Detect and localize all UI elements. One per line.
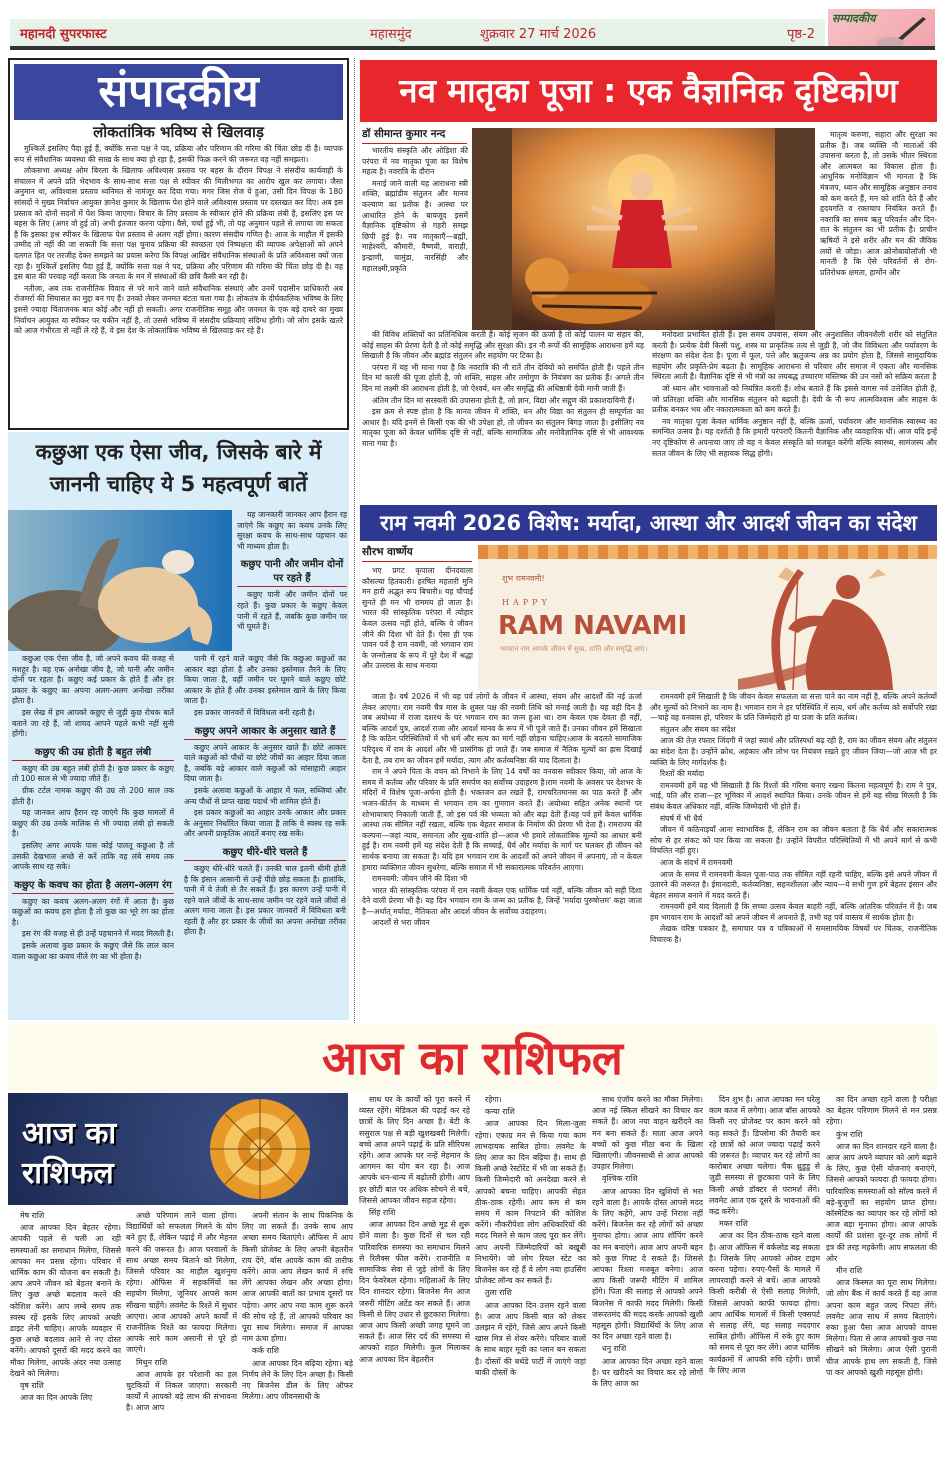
author-name: सौरभ वार्ष्णेय [362, 545, 472, 562]
subheading: कुंभ राशि [836, 1129, 863, 1139]
subheading: धनु राशि [602, 1344, 627, 1354]
rashifal-image-text: आज का [22, 1116, 117, 1151]
subheading: कन्या राशि [485, 1107, 515, 1117]
subheading: तुला राशि [485, 1288, 512, 1298]
ram-navami-greeting-image [478, 545, 937, 690]
column-separator [354, 58, 355, 1023]
subheading: वृष राशि [20, 1381, 44, 1391]
paragraph: आज की तेज़ रफ्तार जिंदगी में जहां स्वार्थ और प्रतिस्पर्धा बढ़ रही है, राम का जीवन संयम और संतुलन का संदेश देता है। उन्होंने क्रोध, अहंकार और लोभ पर नियंत्रण रखते हुए जीवन जिया—जो आज भी हर व्यक्ति के लिए मार्गदर्शक है। [650, 736, 937, 767]
happy-text: HAPPY [502, 598, 551, 607]
subheading: रिश्तों की मर्यादा [660, 769, 705, 779]
paper-name: महानदी सुपरफास्ट [20, 27, 107, 42]
turtle-headline: कछुआ एक ऐसा जीव, जिसके बारे में जाननी चाहिए ये 5 महत्वपूर्ण बातें [35, 440, 322, 496]
paragraph: की विविध शक्तियों का प्रतिनिधित्व करती हैं। कोई सृजन की ऊर्जा है तो कोई पालन या संहार की, कोई साहस की प्रेरणा देती है तो कोई समृद्धि और सुरक्षा की। इन नौ रूपों की सामूहिक आराधना हमें यह सिखाती है कि जीवन और ब्रह्मांड संतुलन और सहयोग पर टिका है। [362, 330, 644, 361]
paragraph: साथ घर के कार्यों को पूरा करने में व्यस्त रहेंगे। मेडिकल की पढ़ाई कर रहे छात्रों के लिए दिन अच्छा है। बेटी के ससुराल पक्ष से बड़ी खुशखबरी मिलेगी। बच्चे आज अपने पढ़ाई के प्रति सीरियस रहेंगे। आज आपके घर नन्हें मेहमान के आगमन का योग बन रहा है। आज आपके धन-धान्य में बढ़ोतरी होगी। आप हर छोटी बात पर अधिक सोचने से बचें, जिससे आपका जीवन सहज रहेगा। [359, 1095, 470, 1205]
paragraph: यह जानकर आप हैरान रह जाएंगे कि कुछ मामलों में कछुए की उम्र उनके मालिक से भी ज्यादा लंबी हो सकती है। [12, 808, 174, 839]
paragraph: साथ एंजॉय करने का मौका मिलेगा। आज नई स्किल सीखने का विचार कर सकते हैं। आज नया वाहन खरीदने का मन बना सकते हैं। माता आज अपने बच्चों को कुछ मीठा बना के खिला खिलाएंगी। जीवनसाथी से आज आपको उपहार मिलेगा। [592, 1095, 703, 1172]
section-logo-text: सम्पादकीय [832, 12, 876, 25]
turtle-subheading: कछुए के कवच का होता है अलग-अलग रंग [12, 877, 174, 894]
text-block [12, 764, 174, 873]
ramnavami-right-text [650, 692, 937, 1020]
masthead-bar [10, 19, 825, 46]
ramnavami-byline [362, 545, 472, 562]
turtle-subheading: कछुए धीरे-धीरे चलते हैं [184, 844, 346, 861]
paragraph: रामनवमी हमें सिखाती है कि जीवन केवल सफलता या सत्ता पाने का नाम नहीं है, बल्कि अपने कर्तव्यों और मूल्यों को निभाने का नाम है। भगवान राम ने हर परिस्थिति में सत्य, धर्म और कर्तव्य को सर्वोपरि रखा—चाहे वह वनवास हो, परिवार के प्रति जिम्मेदारी हो या प्रजा के प्रति कर्तव्य। [650, 692, 937, 723]
paragraph: इस रंग की वजह से ही उन्हें पहचानने में मदद मिलती है। [22, 929, 174, 939]
paragraph: अच्छे परिणाम लाने वाला होगा। विद्यार्थियों को सफलता मिलने के योग बने हुए हैं, लेकिन पढ़ाई में और मेहनत करने की जरूरत है। आज घरवालों के साथ अच्छा समय बिताने को मिलेगा, जिससे परिवार का माहौल खुशनुमा रहेगा। ऑफिस में सहकर्मियों का सहयोग मिलेगा, जूनियर आपसे काम सीखना चाहेंगे। लवमेट के रिश्ते में सुधार आएगा। आज आपको अपने कार्यों में राजनीतिक रिश्ते का फायदा मिलेगा। आपके सारे काम असानी से पूरे हो जाएंगे। [126, 1211, 237, 1355]
paragraph: आज आपका दिन खुशियों से भरा रहने वाला है। आपके दोस्त आपसे मदद के लिए कहेंगे, आप उन्हें निराश नहीं करेंगे। बिजनेस कर रहे लोगों को अच्छा मुनाफा होगा। आज आप शॉपिंग करने का मन बनाएंगे। आज आप अपनी बहन को कुछ गिफ्ट दे सकते हैं। जिससे आपका रिश्ता मजबूत बनेगा। आज आप किसी जरूरी मीटिंग में शामिल होंगे। पिता की सलाह से आपको अपने बिजनेस में काफी मदद मिलेगी। किसी जरूरतमंद की मदद करके आपको खुशी महसूस होगी। विद्यार्थियों के लिए आज का दिन अच्छा रहने वाला है। [592, 1186, 703, 1342]
text-block [237, 590, 347, 632]
matrika-right-text [820, 130, 937, 332]
paragraph: कछुए पानी और जमीन दोनों पर रहते हैं। कुछ प्रकार के कछुए केवल पानी में रहते हैं, जबकि कुछ जमीन पर भी घूमते हैं। [237, 590, 347, 632]
paragraph: आज आपका दिन अच्छा रहने वाला है। घर खरीदने का विचार कर रहे लोगों के लिए आज का [592, 1356, 703, 1389]
rashifal-column [126, 1210, 237, 1458]
matrika-byline [362, 127, 467, 144]
paragraph: इसलिए अगर आपके पास कोई पालतू कछुआ है तो उसकी देखभाल अच्छे से करें ताकि वह लंबे समय तक आपके साथ रह सके। [12, 840, 174, 872]
turtle-article [8, 432, 349, 1020]
rashifal-headline: आज का राशिफल [322, 1031, 623, 1085]
turtle-subheading: कछुए की उम्र होती है बहुत लंबी [12, 744, 174, 761]
turtle-subheading: कछुए पानी और जमीन दोनों पर रहते हैं [237, 556, 347, 587]
subheading: मेष राशि [20, 1211, 45, 1220]
paragraph: आज का दिन ठीक-ठाक रहने वाला है। आज ऑफिस में वर्कलोड बढ़ सकता है। जिसके लिए आपको ओवर टाइम करना पड़ेगा। रुपए-पैसों के मामले में लापरवाही करने से बचें। आज आपको किसी करीबी से ऐसी सलाह मिलेगी, जिससे आपको काफी फायदा होगा। आप आर्थिक मामलों में किसी एक्सपर्ट से सलाह लेंगे, यह सलाह मददगार साबित होगी। ऑफिस में रुके हुए काम को समय से पूरा कर लेंगे। आज धार्मिक कार्यक्रमों में आपकी रुचि रहेगी। छात्रों के लिए आज [709, 1231, 820, 1375]
paragraph: कछुए अपने आकार के अनुसार खाते हैं। छोटे आकार वाले कछुओं को पौधों या छोटे जीवों का आहार दिया जाता है, जबकि बड़े आकार वाले कछुओं को मांसाहारी आहार दिया जाता है। [184, 742, 346, 784]
paragraph: कछुआ एक ऐसा जीव है, जो अपने कवच की वजह से मशहूर है। यह एक अनोखा जीव है, जो पानी और जमीन दोनों पर रहता है। कछुए कई प्रकार के होते हैं और हर प्रकार के कछुए का अपना अलग-अलग अनोखा तरीका होता है। [12, 654, 174, 706]
paragraph: आज के समय में रामनवमी केवल पूजा-पाठ तक सीमित नहीं रहनी चाहिए, बल्कि इसे अपने जीवन में उतारने की जरूरत है। ईमानदारी, कर्तव्यनिष्ठा, सहनशीलता और न्याय—ये सभी गुण हमें बेहतर इंसान और बेहतर समाज बनाने में मदद करते हैं। [650, 869, 937, 900]
paragraph: जाता है। वर्ष 2026 में भी यह पर्व लोगों के जीवन में आस्था, संयम और आदर्शों की नई ऊर्जा लेकर आएगा। राम नवमी चैत्र मास के शुक्ल पक्ष की नवमी तिथि को मनाई जाती है। यह वही दिन है जब अयोध्या में राजा दशरथ के घर भगवान राम का जन्म हुआ था। राम केवल एक देवता ही नहीं, बल्कि आदर्श पुत्र, आदर्श राजा और आदर्श मानव के रूप में भी पूजे जाते हैं। उनका जीवन हमें सिखाता है कि कठिन परिस्थितियों में भी धर्म और सत्य का मार्ग नहीं छोड़ना चाहिए।आज के बदलते सामाजिक परिदृश्य में राम के आदर्श और भी प्रासंगिक हो जाते हैं। जब समाज में नैतिक मूल्यों का ह्रास दिखाई देता है, तब राम का जीवन हमें मर्यादा, त्याग और कर्तव्यनिष्ठा की याद दिलाता है। [362, 692, 642, 765]
ramnavami-headline: राम नवमी 2026 विशेष: मर्यादा, आस्था और आदर्श जीवन का संदेश [360, 505, 937, 541]
editorial-body [14, 144, 343, 426]
paragraph: पानी में रहने वाले कछुए जैसे कि कछुआ कछुओं का आकार बड़ा होता है और उनका इस्तेमाल तैरने के लिए किया जाता है, वहीं जमीन पर घूमने वाले कछुए छोटे आकार के होते हैं और उनका इस्तेमाल खाने के लिए किया जाता है। [184, 654, 346, 706]
subheading: रामनवमी: जीवन जीने की दिशा भी [372, 874, 468, 884]
paragraph: भारतीय संस्कृति और ओड़िशा की परंपरा में नव मातृका पूजा का विशेष महत्व है। नवरात्रि के दौरान [362, 146, 468, 177]
editorial-headline: लोकतांत्रिक भविष्य से खिलवाड़ [93, 123, 264, 141]
paragraph: परंपरा में यह भी माना गया है कि नवरात्रि की नौ रातें तीन देवियों को समर्पित होती हैं। पहले तीन दिन मां काली की पूजा होती है, जो शक्ति, साहस और तमोगुण के नियंत्रण का प्रतीक हैं। अगले तीन दिन मां लक्ष्मी की आराधना होती है, जो ऐश्वर्य, धन और समृद्धि की अधिष्ठात्री देवी मानी जाती हैं। [362, 362, 644, 393]
paragraph: राम ने अपने पिता के वचन को निभाने के लिए 14 वर्षों का वनवास स्वीकार किया, जो आज के समय में कर्तव्य और परिवार के प्रति समर्पण का सर्वोच्च उदाहरण है।राम नवमी के अवसर पर देशभर के मंदिरों में विशेष पूजा-अर्चना होती है। भक्तजन व्रत रखते हैं, रामचरितमानस का पाठ करते हैं और भजन-कीर्तन के माध्यम से भगवान राम का गुणगान करते हैं। अयोध्या सहित अनेक स्थानों पर शोभायात्राएं निकाली जाती हैं, जो इस पर्व की भव्यता को और बढ़ा देती हैं।यह पर्व हमें केवल धार्मिक आस्था तक सीमित नहीं रखता, बल्कि एक बेहतर समाज के निर्माण की प्रेरणा भी देता है। रामराज्य की कल्पना—जहां न्याय, समानता और सुख-शांति हो—आज भी हमारे लोकतांत्रिक मूल्यों का आधार बनी हुई है। राम नवमी हमें यह संदेश देती है कि सच्चाई, धैर्य और मर्यादा के मार्ग पर चलकर ही जीवन को सार्थक बनाया जा सकता है। यदि हम भगवान राम के आदर्शों को अपने जीवन में अपनाएं, तो न केवल हमारा व्यक्तिगत जीवन सुधरेगा, बल्कि समाज में भी सकारात्मक परिवर्तन आएगा। [362, 767, 642, 872]
editorial-box [8, 58, 349, 430]
paragraph: लोकसभा अध्यक्ष ओम बिरला के खिलाफ अविश्वास प्रस्ताव पर बहस के दौरान विपक्ष ने संसदीय कार्यवाही के संचालन में अपने प्रति भेदभाव के साथ-साथ सत्ता पक्ष से स्पीकर की मिलीभगत का आरोप खुल कर लगाया। जैसा अनुमान था, अविश्वास प्रस्ताव ध्वनिमत से नामंजूर कर दिया गया। मगर जिस रोज ये हुआ, उसी दिन विपक्ष के 180 सांसदों ने मुख्य निर्वाचन आयुक्त ज्ञानेश कुमार के खिलाफ पेश होने वाले अविश्वास प्रस्ताव पर दस्तखत कर दिए। अब इस प्रस्ताव को दोनों सदनों में पेश किया जाएगा। विचार के लिए प्रस्ताव के स्वीकार होने की प्रक्रिया लंबी है, इसलिए इस पर बहस के लिए (अगर वो हुई तो) अभी इंतजार करना पड़ेगा। वैसे, चर्चा हुई भी, तो यह अनुमान पहले से लगाया जा सकता है कि इसका हश्र स्पीकर के खिलाफ पेश प्रस्ताव से अलग नहीं होगा। कारण संसदीय गणित है। आज के माहौल में इसकी उम्मीद तो नहीं की जा सकती कि सत्ता पक्ष चुनाव प्रक्रिया की स्वच्छता एवं निष्पक्षता की व्यापक अपेक्षाओं को अपने दलगत हित पर तरजीह देकर समझने का प्रयास करेगा कि विपक्ष आखिर संवैधानिक संस्थाओं के प्रति अविश्वास क्यों जता रहा है। मुश्किलें इसलिए पैदा हुई हैं, क्योंकि सत्ता पक्ष ने पद, प्रक्रिया और परिणाम की गरिमा की चिंता छोड़ दी है। वह इस बात की परवाह नहीं करता कि जनता के मन में संस्थाओं की छवि कैसी बन रही है। [14, 166, 343, 282]
paragraph: भए प्रगट कृपाला दीनदयाला कौसल्या हितकारी। हरषित महतारी मुनि मन हारी अद्भुत रूप बिचारी॥ यह चौपाई सुनते ही मन भी राममय हो जाता है। भारत की सांस्कृतिक परंपरा में त्योहार केवल उत्सव नहीं होते, बल्कि वे जीवन जीने की दिशा भी देते हैं। ऐसा ही एक पावन पर्व है राम नवमी, जो भगवान राम के जन्मोत्सव के रूप में पूरे देश में श्रद्धा और उल्लास के साथ मनाया [362, 566, 473, 671]
paragraph: अंतिम तीन दिन मां सरस्वती की उपासना होती है, जो ज्ञान, विद्या और सद्गुण की प्रकाशदायिनी हैं। [372, 395, 635, 405]
paragraph: कछुए धीरे-धीरे चलते हैं। उनकी चाल इतनी धीमी होती है कि इंसान आसानी से उन्हें पीछे छोड़ सकता है। हालांकि, पानी में वे तेजी से तैर सकते हैं। इस कारण उन्हें पानी में रहने वाले जीवों के साथ-साथ जमीन पर रहने वाले जीवों से अलग माना जाता है। इस प्रकार जानवरों में विविधता बनी रहती है और हर प्रकार के जीवों का अपना अनोखा तरीका होता है। [184, 863, 346, 937]
subheading: आज के संदर्भ में रामनवमी [660, 857, 733, 867]
paragraph: नतीजा, अब तक राजनीतिक विवाद से परे माने जाने वाले संवैधानिक संस्थाएं और उनमें पदासीन प्राधिकारी अब रोजमर्रा की सियासत का मुद्दा बन गए हैं। उनको लेकर जनमत बंटता चला गया है। लोकतंत्र के दीर्घकालिक भविष्य के लिए इससे ज्यादा चिंताजनक बात कोई और नहीं हो सकती। अगर राजनीतिक समूह और जनमत के एक बड़े दायरे का मुख्य निर्वाचन आयुक्त या स्पीकर पर यकीन नहीं है, तो उससे भविष्य में संसदीय प्रक्रियाएं संदिग्ध होंगी। जो लोग इसके खतरे को आज गंभीरता से नहीं ले रहे हैं, वे इस देश के लोकतांत्रिक भविष्य से खिलवाड़ कर रहे हैं। [14, 283, 343, 336]
paragraph: इस क्रम से स्पष्ट होता है कि मानव जीवन में शक्ति, धन और विद्या का संतुलन ही सम्पूर्णता का आधार है। यदि इनमें से किसी एक की भी उपेक्षा हो, तो जीवन का संतुलन बिगड़ जाता है। इसीलिए नव मातृका पूजा को केवल धार्मिक दृष्टि से नहीं, बल्कि सामाजिक और मनोवैज्ञानिक दृष्टि से भी आवश्यक माना गया है। [362, 407, 644, 448]
subheading: रहेगा। [485, 1095, 502, 1104]
paragraph: मनोदशा प्रभावित होती हैं। इस समय उपवास, संयम और अनुशासित जीवनशैली शरीर को संतुलित करती है। प्रत्येक देवी किसी पशु, शस्त्र या प्राकृतिक तत्व से जुड़ी है, जो जैव विविधता और पर्यावरण के संरक्षण का संदेश देता है। पूजा में फूल, पत्ते और ऋतुजन्य अन्न का प्रयोग होता है, जिससे सामुदायिक सहयोग और प्रकृति-प्रेम बढ़ता है। सामूहिक आराधना से परिवार और समाज में एकता और मानसिक स्थिरता आती है। वैज्ञानिक दृष्टि से भी मंत्रों का लयबद्ध उच्चारण मस्तिष्क की उन नसों को सक्रिय करता है [652, 330, 937, 382]
paragraph: रामनवमी हमें याद दिलाती है कि सच्चा उत्सव केवल बाहरी नहीं, बल्कि आंतरिक परिवर्तन में है। जब हम भगवान राम के आदर्शों को अपने जीवन में अपनाते हैं, तभी यह पर्व वास्तव में सार्थक होता है। [650, 902, 937, 922]
subheading: मकर राशि [719, 1219, 748, 1229]
paragraph: भारत की सांस्कृतिक परंपरा में राम नवमी केवल एक धार्मिक पर्व नहीं, बल्कि जीवन को सही दिशा देने वाली प्रेरणा भी है। यह दिन भगवान राम के जन्म का प्रतीक है, जिन्हें 'मर्यादा पुरुषोत्तम' कहा जाता है—अर्थात् मर्यादा, नैतिकता और आदर्श जीवन के सर्वोच्च उदाहरण। [362, 885, 642, 916]
matrika-left-text [362, 146, 468, 332]
rashifal-column [359, 1094, 470, 1458]
city: महासमुंद [370, 27, 412, 42]
paragraph: नव मातृका पूजा केवल धार्मिक अनुष्ठान नहीं है, बल्कि ऊर्जा, पर्यावरण और मानसिक स्वास्थ्य का समन्वित उत्सव है। यह दर्शाती है कि हमारी परंपराएँ कितनी वैज्ञानिक और व्यवहारिक थीं। आज यदि इन्हें नए दृष्टिकोण से अपनाया जाए तो यह न केवल संस्कृति को मजबूत करेंगी बल्कि स्वास्थ्य, सामंजस्य और सतत जीवन के लिए भी सहायक सिद्ध होंगी। [652, 416, 937, 458]
header-rule [10, 46, 935, 50]
subheading: आदर्शों से भरा जीवन [372, 918, 430, 928]
paragraph: यह जानकारी जानकर आप हैरान रह जाएंगे कि कछुए का कवच उनके लिए सुरक्षा कवच के साथ-साथ पहचान का भी माध्यम होता है। [237, 510, 347, 551]
rashifal-image-text: राशिफल [22, 1156, 114, 1191]
paragraph: मातृत्व करुणा, सहारा और सुरक्षा का प्रतीक है। जब व्यक्ति नौ माताओं की उपासना करता है, तो उसके भीतर स्थिरता और आत्मबल का विकास होता है। आधुनिक मनोविज्ञान भी मानता है कि मंत्रजप, ध्यान और सामूहिक अनुष्ठान तनाव को कम करते हैं, मन को शांति देते हैं और हृदयगति व रक्तचाप नियंत्रित करते हैं। नवरात्रि का समय ऋतु परिवर्तन और दिन-रात के संतुलन का भी प्रतीक है। प्राचीन ऋषियों ने इसे शरीर और मन की जैविक लयों से जोड़ा। आज क्रोनोबायोलॉजी भी मानती है कि ऐसे परिवर्तनों से रोग-प्रतिरोधक क्षमता, हार्मोन और [820, 130, 937, 277]
paragraph: आज आपका दिन अच्छे मूड से शुरू होने वाला है। कुछ दिनों से चल रही पारिवारिक समस्या का समाधान मिलने से रिलैक्स फील करेंगे। राजनीति व सामाजिक सेवा से जुड़े लोगों के लिए दिन फेवरेबल रहेगा। महिलाओं के लिए दिन शानदार रहेगा। बिजनेस मैन आज जरुरी मीटिंग अटेंड कर सकते हैं। आज किसी से लिए उधार से छुटकारा मिलेगा। आज आप किसी अच्छी जगह घूमने जा सकते हैं। आज सिर दर्द की समस्या से आपको राहत मिलेगी। कुल मिलाकर आज आपका दिन बेहतरीन [359, 1220, 470, 1364]
paragraph: मनाई जाने वाली यह आराधना स्त्री शक्ति, ब्रह्मांडीय संतुलन और मानव कल्याण का प्रतीक है। आस्था पर आधारित होने के बावजूद इसमें वैज्ञानिक दृष्टिकोण से गहरी समझ छिपी हुई है। नव मातृकाएँ—ब्रह्मी, माहेश्वरी, कौमारी, वैष्णवी, वाराही, इन्द्राणी, चामुंडा, नारसिंही और महालक्ष्मी,प्रकृति [362, 178, 468, 273]
rashifal-banner [8, 1025, 937, 1091]
subheading: आज का दिन आपके लिए [20, 1393, 93, 1403]
rashifal-column [592, 1094, 703, 1458]
page-number: पृष्ठ-2 [787, 27, 816, 42]
text-block [184, 864, 346, 938]
paragraph: आज का दिन शानदार रहने वाला है। आज आप अपने व्यापार को आगे बढ़ाने के लिए, कुछ ऐसी योजनाएं बनाएंगे, जिससे आपको फायदा ही फायदा होगा। पारिवारिक समस्याओं को सॉल्व करने में बड़े-बुजुर्गों का सहयोग प्राप्त होगा। कॉस्मेटिक का व्यापार कर रहे लोगों को आज बड़ा मुनाफा होगा। आज आपके कार्यों की प्रशंसा दूर-दूर तक लोगों में इत्र की तरह महकेगी। आप सफलता की ओर [826, 1141, 937, 1263]
paragraph: इसके अलावा कछुओं के आहार में फल, सब्जियां और अन्य पौधों से प्राप्त खाद्य पदार्थ भी शामिल होते हैं। [184, 785, 346, 806]
editorial-title: संपादकीय [14, 64, 343, 120]
subheading: सिंह राशि [369, 1208, 396, 1218]
subheading: कर्क राशि [252, 1346, 279, 1356]
paragraph: आज किस्मत का पूरा साथ मिलेगा। जो लोग बैंक में कार्य करते हैं वह आज अपना काम बहुत जल्द निपटा लेंगे। लवमेट आज साथ में समय बिताएंगे। रुका हुआ पैसा आज आपको वापस मिलेगा। पिता से आज आपको कुछ नया सीखने को मिलेगा। आज ऐसी पुरानी चीज आपके हाथ लग सकती है, जिसे पा कर आपको खुशी महसूस होगी। [826, 1278, 937, 1377]
author-name: डॉ सीमान्त कुमार नन्द [362, 127, 467, 144]
rashifal-column [709, 1094, 820, 1458]
subheading: संतुलन और संयम का संदेश [660, 724, 736, 734]
lord-rama-silhouette [738, 559, 937, 690]
paragraph: आज आपका दिन उत्तम रहने वाला है। आज आप किसी बात को लेकर उलझन में रहेंगे, जिसे आप अपने किसी खास मित्र से शेयर करेंगे। परिवार वालों के साथ बाहर मूवी का प्लान बन सकता है। दोस्तों की बर्थडे पार्टी में जाएंगे जहां बाकी दोस्तों के [475, 1300, 586, 1377]
turtle-intro [237, 510, 347, 552]
ramnavami-left-text [362, 692, 642, 1020]
date: शुक्रवार 27 मार्च 2026 [480, 27, 597, 42]
turtle-photo [8, 510, 232, 651]
paragraph: रामनवमी हमें यह भी सिखाती है कि रिश्तों की गरिमा बनाए रखना कितना महत्वपूर्ण है। राम ने पुत्र, भाई, पति और राजा—हर भूमिका में आदर्श स्थापित किया। उनके जीवन से हमें यह सीख मिलती है कि संबंध केवल अधिकार नहीं, बल्कि जिम्मेदारी भी होते हैं। [650, 780, 937, 811]
paragraph: ग्रीक टर्टल नामक कछुए की उम्र तो 200 साल तक होती है। [12, 785, 174, 806]
paragraph: कछुए की उम्र बहुत लंबी होती है। कुछ प्रकार के कछुए तो 100 साल से भी ज्यादा जीते हैं। [12, 763, 174, 784]
greeting-text: शुभ रामनवमी! [502, 574, 545, 583]
paragraph: इस प्रकार जानवरों में विविधता बनी रहती है। [194, 707, 315, 717]
paragraph: आज आपके हर परेशानी का हल चुटकियों में निकल जाएगा। सरकारी कार्यों में आपको बड़े लाभ की संभावना है। आज आप [126, 1369, 237, 1413]
rashifal-column [475, 1094, 586, 1458]
section-logo [828, 9, 935, 50]
rashifal-image [8, 1093, 348, 1205]
paragraph: लेखक वरिष्ठ पत्रकार है, समाचार पत्र व पत्रिकाओं में समसामयिक विषयों पर चिंतक, राजनीतिक विचारक है। [650, 924, 937, 945]
wish-text: भगवान राम आपके जीवन में सुख, शांति और समृद्धि लाएं। [500, 645, 648, 653]
paragraph: इस लेख में हम आपको कछुए से जुड़ी कुछ रोचक बातें बताने जा रहे हैं, जो शायद आपने पहले कभी नहीं सुनी होंगी। [12, 707, 174, 739]
ramnavami-intro [362, 566, 473, 692]
rashifal-column [826, 1094, 937, 1458]
paragraph: आज आपका दिन मिला-जुला रहेगा। एकाग्र मन से किया गया काम लाभदायक साबित होगा। लवमेट के लिए आज का दिन बढ़िया है। साथ ही किसी अच्छे रेस्टोरेंट में भी जा सकते हैं। किसी जिम्मेदारी को अनदेखा करने से आपको बचना चाहिए। आपकी सेहत ठीक-ठाक रहेगी। आप कम से कम समय में काम निपटाने की कोशिश करेंगे। नौकरीपेशा लोग अधिकारियों की मदद मिलने से काम जल्द पूरा कर लेंगे। आप अपनी जिम्मेदारियों को बखूबी निभायेंगे। जो लोग रियल स्टेट का बिजनेस कर रहे हैं वे लोग नया हाउसिंग प्रोजेक्ट लॉन्च कर सकते हैं। [475, 1119, 586, 1286]
paragraph: जीवन में कठिनाइयाँ आना स्वाभाविक है, लेकिन राम का जीवन बताता है कि धैर्य और सकारात्मक सोच से हर संकट को पार किया जा सकता है। उन्होंने विपरीत परिस्थितियों में भी अपने मार्ग से कभी विचलित नहीं हुए। [650, 825, 937, 856]
text-block [184, 654, 346, 719]
turtle-subheading: कछुए अपने आकार के अनुसार खाते हैं [184, 723, 346, 740]
subheading: मीन राशि [836, 1266, 863, 1276]
paragraph: जो ध्यान और भावनाओं को नियंत्रित करती हैं। शोध बताते हैं कि इससे वागस नर्व उत्तेजित होती है, जो प्रतिरक्षा शक्ति और मानसिक संतुलन को बढ़ाती है। देवी के नौ रूप आत्मविश्वास और साहस के प्रतीक बनकर भय और नकारात्मकता को कम करते हैं। [652, 383, 937, 415]
ram-navami-title: RAM NAVAMI [498, 611, 688, 641]
text-block [12, 654, 174, 740]
paragraph: का दिन अच्छा रहने वाला है परीक्षा का बेहतर परिणाम मिलने से मन प्रसन्न रहेगा। [826, 1095, 937, 1127]
subheading: वृश्चिक राशि [602, 1174, 638, 1184]
rashifal-column [10, 1210, 121, 1458]
paragraph: आज आपका दिन बेहतर रहेगा। आपकी पहले से चली आ रही समस्याओं का समाधान मिलेगा, जिससे आपका मन प्रसन्न रहेगा। परिवार में धार्मिक काम की योजना बन सकती है। आप अपने जीवन को बेहतर बनाने के लिए कुछ अच्छे बदलाव करने की कोशिश करेंगे। आप लम्बे समय तक स्वस्थ रहें इसके लिए आपको अच्छी डाइट लेनी चाहिए। आपके व्यवहार में कुछ अच्छे बदलाव आने से नए दोस्त बनेंगे। आपको दूसरों की मदद करने का मौका मिलेगा, आपके अंदर नया उत्साह देखने को मिलेगा। [10, 1223, 121, 1378]
pen-hand-icon [828, 9, 935, 50]
paragraph: अपनी संतान के साथ पिकनिक के लिए जा सकते हैं। उनके साथ आप अच्छा समय बिताएंगे। ऑफिस में आप किसी प्रोजेक्ट के लिए अपनी बेहतरीन राय देंगे, बॉस आपके काम की तारीफ करेंगे। आज आप लेखन कार्य में रुचि लेंगे आपका लेखन और अच्छा होगा। आज आपकी बातों का प्रभाव दूसरों पर पड़ेगा। अगर आप नया काम शुरू करने की सोच रहे हैं, तो आपको परिवार का पूरा साथ मिलेगा। समाज में आपका नाम ऊंचा होगा। [242, 1211, 353, 1344]
subheading: संघर्ष में भी धैर्य [660, 813, 703, 823]
rashifal-column [242, 1210, 353, 1458]
text-block [184, 743, 346, 840]
paragraph: कछुए का कवच अलग-अलग रंगों में आता है। कुछ कछुओं का कवच हरा होता है तो कुछ का भूरे रंग का होता है। [12, 896, 174, 927]
subheading: मिथुन राशि [136, 1357, 167, 1367]
paragraph: दिन शुभ है। आज आपका मन घरेलू काम काज में लगेगा। आज बॉस आपको किसी नए प्रोजेक्ट पर काम करने को कह सकते हैं। डिप्लोमा की तैयारी कर रहे छात्रों को आज ज्यादा पढ़ाई करने की जरूरत है। व्यापार कर रहे लोगों का कारोबार अच्छा चलेगा। चैक थ्रुडुडु से जुड़ी समस्या से छुटकारा पाने के लिए किसी अच्छे डॉक्टर से परामर्श लेंगे। लवमेट आज एक दूसरे के भावनाओं की कद्र करेंगे। [709, 1095, 820, 1217]
ornamental-border [478, 545, 937, 559]
zodiac-wheel-icon [208, 1097, 312, 1201]
paragraph: आज आपका दिन बढ़िया रहेगा। बड़े निर्णय लेने के लिए दिन अच्छा है। किसी नए बिजनेस डील के लिए ऑफर मिलेगा। आप जीवनसाथी के [242, 1358, 353, 1402]
goddess-durga-image [472, 128, 815, 330]
matrika-headline: नव मातृका पूजा : एक वैज्ञानिक दृष्टिकोण [360, 60, 937, 122]
paragraph: इसके अलावा कुछ प्रकार के कछुए जैसे कि लाल कान वाला कछुआ का कवच नीले रंग का भी होता है। [12, 941, 174, 961]
paragraph: इस प्रकार कछुओं का आहार उनके आकार और प्रकार के अनुसार निर्धारित किया जाता है ताकि वे स्वस्थ रह सकें और अपनी प्राकृतिक आदतें बनाए रख सकें। [184, 808, 346, 839]
matrika-bottom-left [362, 330, 644, 500]
matrika-bottom-right [652, 330, 937, 500]
paragraph: मुश्किलें इसलिए पैदा हुई हैं, क्योंकि सत्ता पक्ष ने पद, प्रक्रिया और परिणाम की गरिमा की चिंता छोड़ दी है। व्यापक रूप से संवैधानिक व्यवस्था की साख के साथ क्या हो रहा है, इसकी फिक्र करने की जरूरत वह नहीं समझता। [14, 144, 343, 164]
text-block [12, 897, 174, 963]
